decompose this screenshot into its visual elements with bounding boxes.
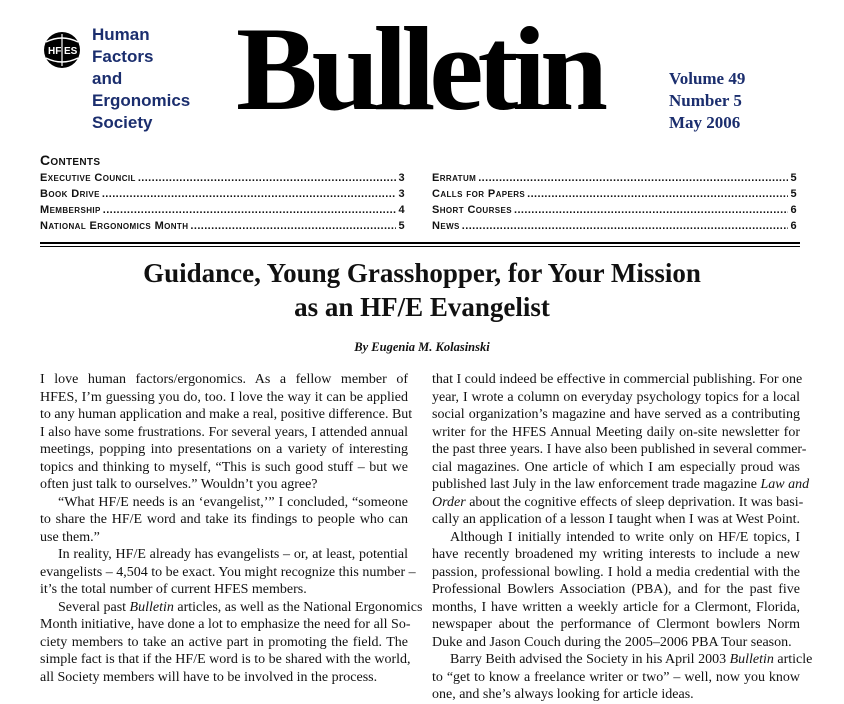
toc-entry[interactable] — [40, 204, 405, 220]
issue-info — [669, 68, 745, 134]
article-text-line: simple fact is that if the HF/E word is to be shared with the world, — [40, 652, 411, 667]
toc-entry[interactable] — [432, 220, 797, 236]
article-text-line: published last July in the law enforcement trade magazine Law and — [432, 477, 810, 492]
article-text-line: HFES, I’m guessing you do, too. I love the way it can be applied — [40, 389, 408, 405]
toc-leader — [478, 172, 788, 184]
article-text-line: Although I initially intended to write only on HF/E topics, I — [450, 529, 800, 545]
toc-label: Short Courses — [432, 204, 512, 216]
article-text-line: Month initiative, have done a lot to emphasize the need for all So- — [40, 617, 411, 632]
toc-label: Executive Council — [40, 172, 136, 184]
volume: Volume 49 — [669, 69, 746, 88]
divider — [40, 242, 800, 244]
toc-leader — [527, 188, 788, 200]
article-text-line: cally an application of a lesson I taught when I was at West Point. — [432, 512, 800, 527]
article-text-line: topics and thinking to myself, “This is such good stuff – but we — [40, 459, 408, 475]
article-text-line: to any human application and make a real, positive difference. But — [40, 407, 413, 422]
article-text-line: Order about the cognitive effects of sleep deprivation. It was basi- — [432, 494, 804, 510]
article-column-left — [40, 371, 423, 686]
article-text-line: Barry Beith advised the Society in his April 2003 Bulletin article — [450, 652, 813, 667]
toc-page: 5 — [790, 188, 797, 200]
logo-letters-right: ES — [64, 46, 78, 57]
article-text-line: to “get to know a freelance writer or two” – well, now you know — [432, 669, 800, 685]
article-text-line: the past three years. I have also been published in several commer- — [432, 442, 807, 457]
article-text-line: often just talk to ourselves.” Wouldn’t you agree? — [40, 477, 318, 492]
article-text-line: I love human factors/ergonomics. As a fellow member of — [40, 372, 408, 387]
article-text-line: it’s the total number of current HFES members. — [40, 582, 307, 597]
article-text-line: writer for the HFES Annual Meeting daily on-site newsletter for — [432, 424, 800, 440]
hfes-logo — [40, 30, 84, 70]
toc-leader — [514, 204, 788, 216]
toc-label: Book Drive — [40, 188, 100, 200]
toc-leader — [102, 188, 397, 200]
toc-right-column — [432, 172, 797, 236]
article-text-line: have recently broadened my writing interests to include a new — [432, 547, 800, 562]
toc-label: News — [432, 220, 460, 232]
organization-name — [92, 24, 190, 134]
issue-date: May 2006 — [669, 113, 741, 132]
article-text-line: newspaper about the performance of Clermont bowlers Norm — [432, 617, 800, 632]
toc-entry[interactable] — [432, 188, 797, 204]
article-text-line: cial magazines. One article of which I am especially proud was — [432, 459, 800, 475]
toc-label: Calls for Papers — [432, 188, 526, 200]
article-text-line: months, I have written a weekly article for a Clermont, Florida, — [432, 599, 800, 615]
toc-entry[interactable] — [40, 188, 405, 204]
headline-line: as an HF/E Evangelist — [294, 292, 550, 322]
toc-leader — [103, 204, 397, 216]
headline-line: Guidance, Young Grasshopper, for Your Mission — [143, 258, 701, 288]
article-text-line: ciety members to take an active part in promoting the field. The — [40, 634, 408, 650]
table-of-contents — [40, 152, 800, 232]
article-text-line: use them.” — [40, 529, 100, 545]
logo-letters-left: HF — [48, 46, 62, 57]
org-line: Human — [92, 25, 150, 44]
toc-entry[interactable] — [432, 204, 797, 220]
toc-page: 4 — [398, 204, 405, 216]
article-text-line: meetings, popping into presentations on a variety of interesting — [40, 442, 408, 457]
org-line: and — [92, 69, 123, 88]
toc-label: Membership — [40, 204, 101, 216]
article-text-line: Duke and Jason Couch during the 2005–2006 PBA Tour season. — [432, 634, 792, 650]
org-line: Ergonomics — [92, 91, 191, 110]
article-text-line: evangelists – 4,504 to be exact. You might recognize this number – — [40, 564, 416, 580]
article-text-line: passion, professional bowling. I hold a media credential with the — [432, 564, 800, 580]
hfes-logo-icon — [40, 30, 84, 70]
article-byline: By Eugenia M. Kolasinski — [354, 340, 490, 354]
toc-entry[interactable] — [40, 220, 405, 236]
article-text-line: Several past Bulletin articles, as well as the National Ergonomics — [58, 599, 423, 615]
toc-label: National Ergonomics Month — [40, 220, 189, 232]
article-text-line: year, I wrote a column on everyday psychology topics for a local — [432, 389, 800, 405]
article-text-line: one, and she’s always looking for article ideas. — [432, 687, 694, 702]
article-text-line: that I could indeed be effective in commercial publishing. For one — [432, 372, 803, 387]
toc-page: 6 — [790, 204, 797, 216]
toc-leader — [138, 172, 397, 184]
toc-page: 6 — [790, 220, 797, 232]
toc-left-column — [40, 172, 405, 236]
org-line: Factors — [92, 47, 154, 66]
article-text-line: In reality, HF/E already has evangelists – or, at least, potential — [58, 547, 408, 562]
article-column-right — [432, 371, 813, 704]
toc-page: 3 — [398, 188, 405, 200]
article-text-line: I also have some frustrations. For several years, I attended annual — [40, 424, 408, 440]
article-text-line: all Society members will have to be involved in the process. — [40, 669, 378, 685]
toc-label: Erratum — [432, 172, 477, 184]
toc-entry[interactable] — [432, 172, 797, 188]
article-text-line: social organization’s magazine and have served as a contributing — [432, 407, 800, 422]
article-headline — [40, 256, 804, 324]
article-text-line: to share the HF/E word and take its findings to people who can — [40, 512, 408, 527]
toc-entry[interactable] — [40, 172, 405, 188]
toc-page: 3 — [398, 172, 405, 184]
masthead-title: Bulletin — [236, 2, 602, 135]
toc-page: 5 — [790, 172, 797, 184]
org-line: Society — [92, 113, 153, 132]
toc-leader — [190, 220, 396, 232]
article-text-line: “What HF/E needs is an ‘evangelist,’” I concluded, “someone — [58, 494, 408, 510]
issue-number: Number 5 — [669, 91, 742, 110]
contents-title: Contents — [40, 152, 101, 168]
article-text-line: Professional Bowlers Association (PBA), and for the past five — [432, 582, 800, 597]
divider — [40, 246, 800, 247]
toc-leader — [462, 220, 789, 232]
toc-page: 5 — [398, 220, 405, 232]
